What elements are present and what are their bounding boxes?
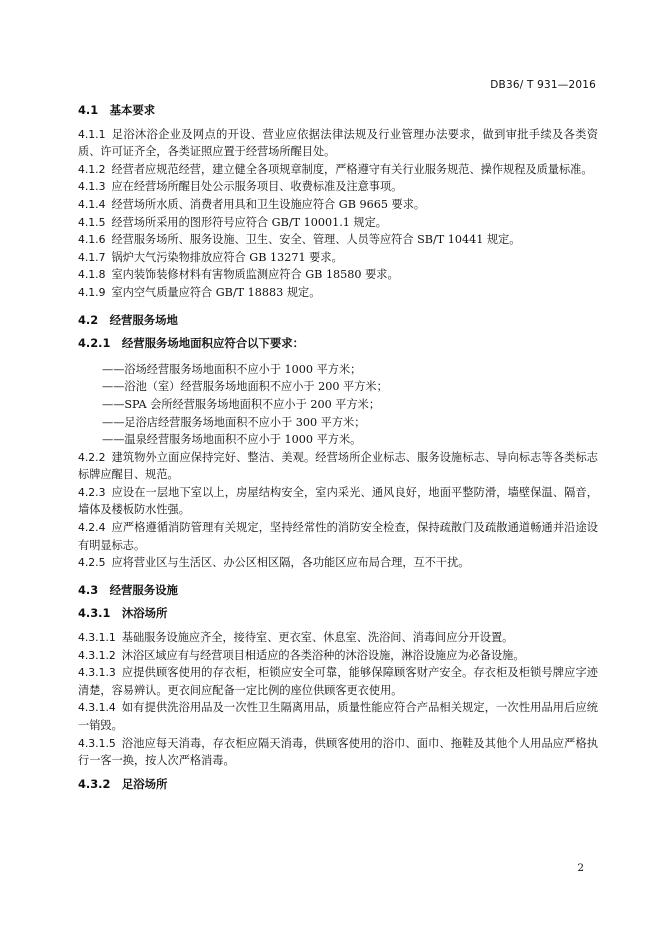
clause-number: 4.1.7 [78,250,106,264]
clause-4-2-2 [78,449,598,484]
clause-text: 应设在一层地下室以上，房屋结构安全，室内采光、通风良好，地面平整防滑，墙壁保温、隔音，墙体及楼板防水性强。 [78,485,598,517]
clause-text: 建筑物外立面应保持完好、整洁、美观。经营场所企业标志、服务设施标志、导向标志等各类标志标牌应醒目、规范。 [78,450,598,482]
clause-number: 4.3.1.4 [78,701,116,715]
clause-4-2-5 [78,554,598,572]
document-code: DB36/ T 931—2016 [490,79,596,91]
clause-4-1-5 [78,214,598,232]
requirement-dash-item: ——足浴店经营服务场地面积不应小于 300 平方米； [102,415,366,429]
page-number: 2 [577,862,584,874]
clause-text: 应提供顾客使用的存衣柜，柜锁应安全可靠，能够保障顾客财产安全。存衣柜及柜锁号牌应字迹清楚，容易辨认。更衣间应配备一定比例的座位供顾客更衣使用。 [78,666,598,697]
clause-text: 室内装饰装修材料有害物质监测应符合 GB 18580 要求。 [111,268,399,282]
clause-4-2-4 [78,519,598,554]
clause-number: 4.1.5 [78,215,106,229]
clause-text: 应在经营场所醒目处公示服务项目、收费标准及注意事项。 [111,180,403,194]
clause-4-1-9 [78,284,598,302]
clause-4-3-1-5 [78,735,598,770]
clause-number: 4.1.8 [78,268,106,282]
clause-4-3-1-3 [78,664,598,699]
clause-text: 基础服务设施应齐全，接待室、更衣室、休息室、洗浴间、消毒间应分开设置。 [121,631,514,645]
clause-number: 4.1.4 [78,197,106,211]
clause-number: 4.2.4 [78,521,106,535]
clause-4-1-3 [78,178,598,196]
clause-number: 4.2.5 [78,556,106,570]
clause-4-2-1-heading: 4.2.1 经营服务场地面积应符合以下要求： [78,336,305,351]
clause-4-3-1-2 [78,647,598,665]
section-4-2-title: 4.2 经营服务场地 [78,312,178,327]
clause-4-3-1-1 [78,629,598,647]
clause-number: 4.1.9 [78,285,106,299]
clause-4-3-1-heading: 4.3.1 沐浴场所 [78,606,168,621]
requirement-dash-item: ——SPA 会所经营服务场地面积不应小于 200 平方米； [102,397,381,411]
clause-number: 4.1.2 [78,162,106,176]
clause-number: 4.1.1 [78,127,106,141]
clause-4-1-1 [78,126,598,161]
section-4-3-title: 4.3 经营服务设施 [78,582,178,597]
clause-text: 经营场所水质、消费者用具和卫生设施应符合 GB 9665 要求。 [111,197,426,211]
clause-text: 经营场所采用的图形符号应符合 GB/T 10001.1 规定。 [111,215,387,229]
clause-4-3-1-4 [78,699,598,734]
clause-text: 经营服务场所、服务设施、卫生、安全、管理、人员等应符合 SB/T 10441 规定。 [111,233,521,247]
clause-4-1-6 [78,231,598,249]
clause-4-1-4 [78,196,598,214]
clause-text: 经营者应规范经营，建立健全各项规章制度，严格遵守有关行业服务规范、操作规程及质量标准。 [111,162,593,176]
section-4-1-title: 4.1 基本要求 [78,103,156,117]
clause-number: 4.3.1.1 [78,631,116,645]
clause-number: 4.3.1.5 [78,736,116,750]
clause-number: 4.1.6 [78,233,106,247]
clause-text: 应严格遵循消防管理有关规定，坚持经常性的消防安全检查，保持疏散门及疏散通道畅通并沿途设有明显标志。 [78,521,598,552]
clause-number: 4.3.1.3 [78,666,116,680]
clause-number: 4.2.2 [78,450,106,464]
page-body [78,102,598,793]
clause-text: 足浴沐浴企业及网点的开设、营业应依据法律法规及行业管理办法要求，做到审批手续及各类资质、许可证齐全，各类证照应置于经营场所醒目处。 [78,127,598,159]
clause-number: 4.3.1.2 [78,648,116,662]
clause-4-1-7 [78,249,598,267]
clause-text: 浴池应每天消毒，存衣柜应隔天消毒，供顾客使用的浴巾、面巾、拖鞋及其他个人用品应严格执行一客一换，按人次严格消毒。 [78,736,598,768]
clause-text: 沐浴区域应有与经营项目相适应的各类浴种的沐浴设施，淋浴设施应为必备设施。 [121,648,525,662]
clause-text: 锅炉大气污染物排放应符合 GB 13271 要求。 [111,250,343,264]
clause-4-3-2-heading: 4.3.2 足浴场所 [78,776,168,791]
requirement-dash-item: ——浴场经营服务场地面积不应小于 1000 平方米； [102,362,362,376]
clause-number: 4.1.3 [78,180,106,194]
requirement-dash-item: ——温泉经营服务场地面积不应小于 1000 平方米。 [102,433,362,447]
clause-4-1-2 [78,161,598,179]
requirement-dash-item: ——浴池（室）经营服务场地面积不应小于 200 平方米； [102,380,388,394]
clause-text: 室内空气质量应符合 GB/T 18883 规定。 [111,285,321,299]
clause-text: 应将营业区与生活区、办公区相区隔，各功能区应布局合理，互不干扰。 [111,556,470,570]
clause-4-2-3 [78,484,598,519]
clause-number: 4.2.3 [78,485,106,499]
clause-text: 如有提供洗浴用品及一次性卫生隔离用品，质量性能应符合产品相关规定，一次性用品用后应统一销毁。 [78,701,598,732]
clause-4-1-8 [78,266,598,284]
